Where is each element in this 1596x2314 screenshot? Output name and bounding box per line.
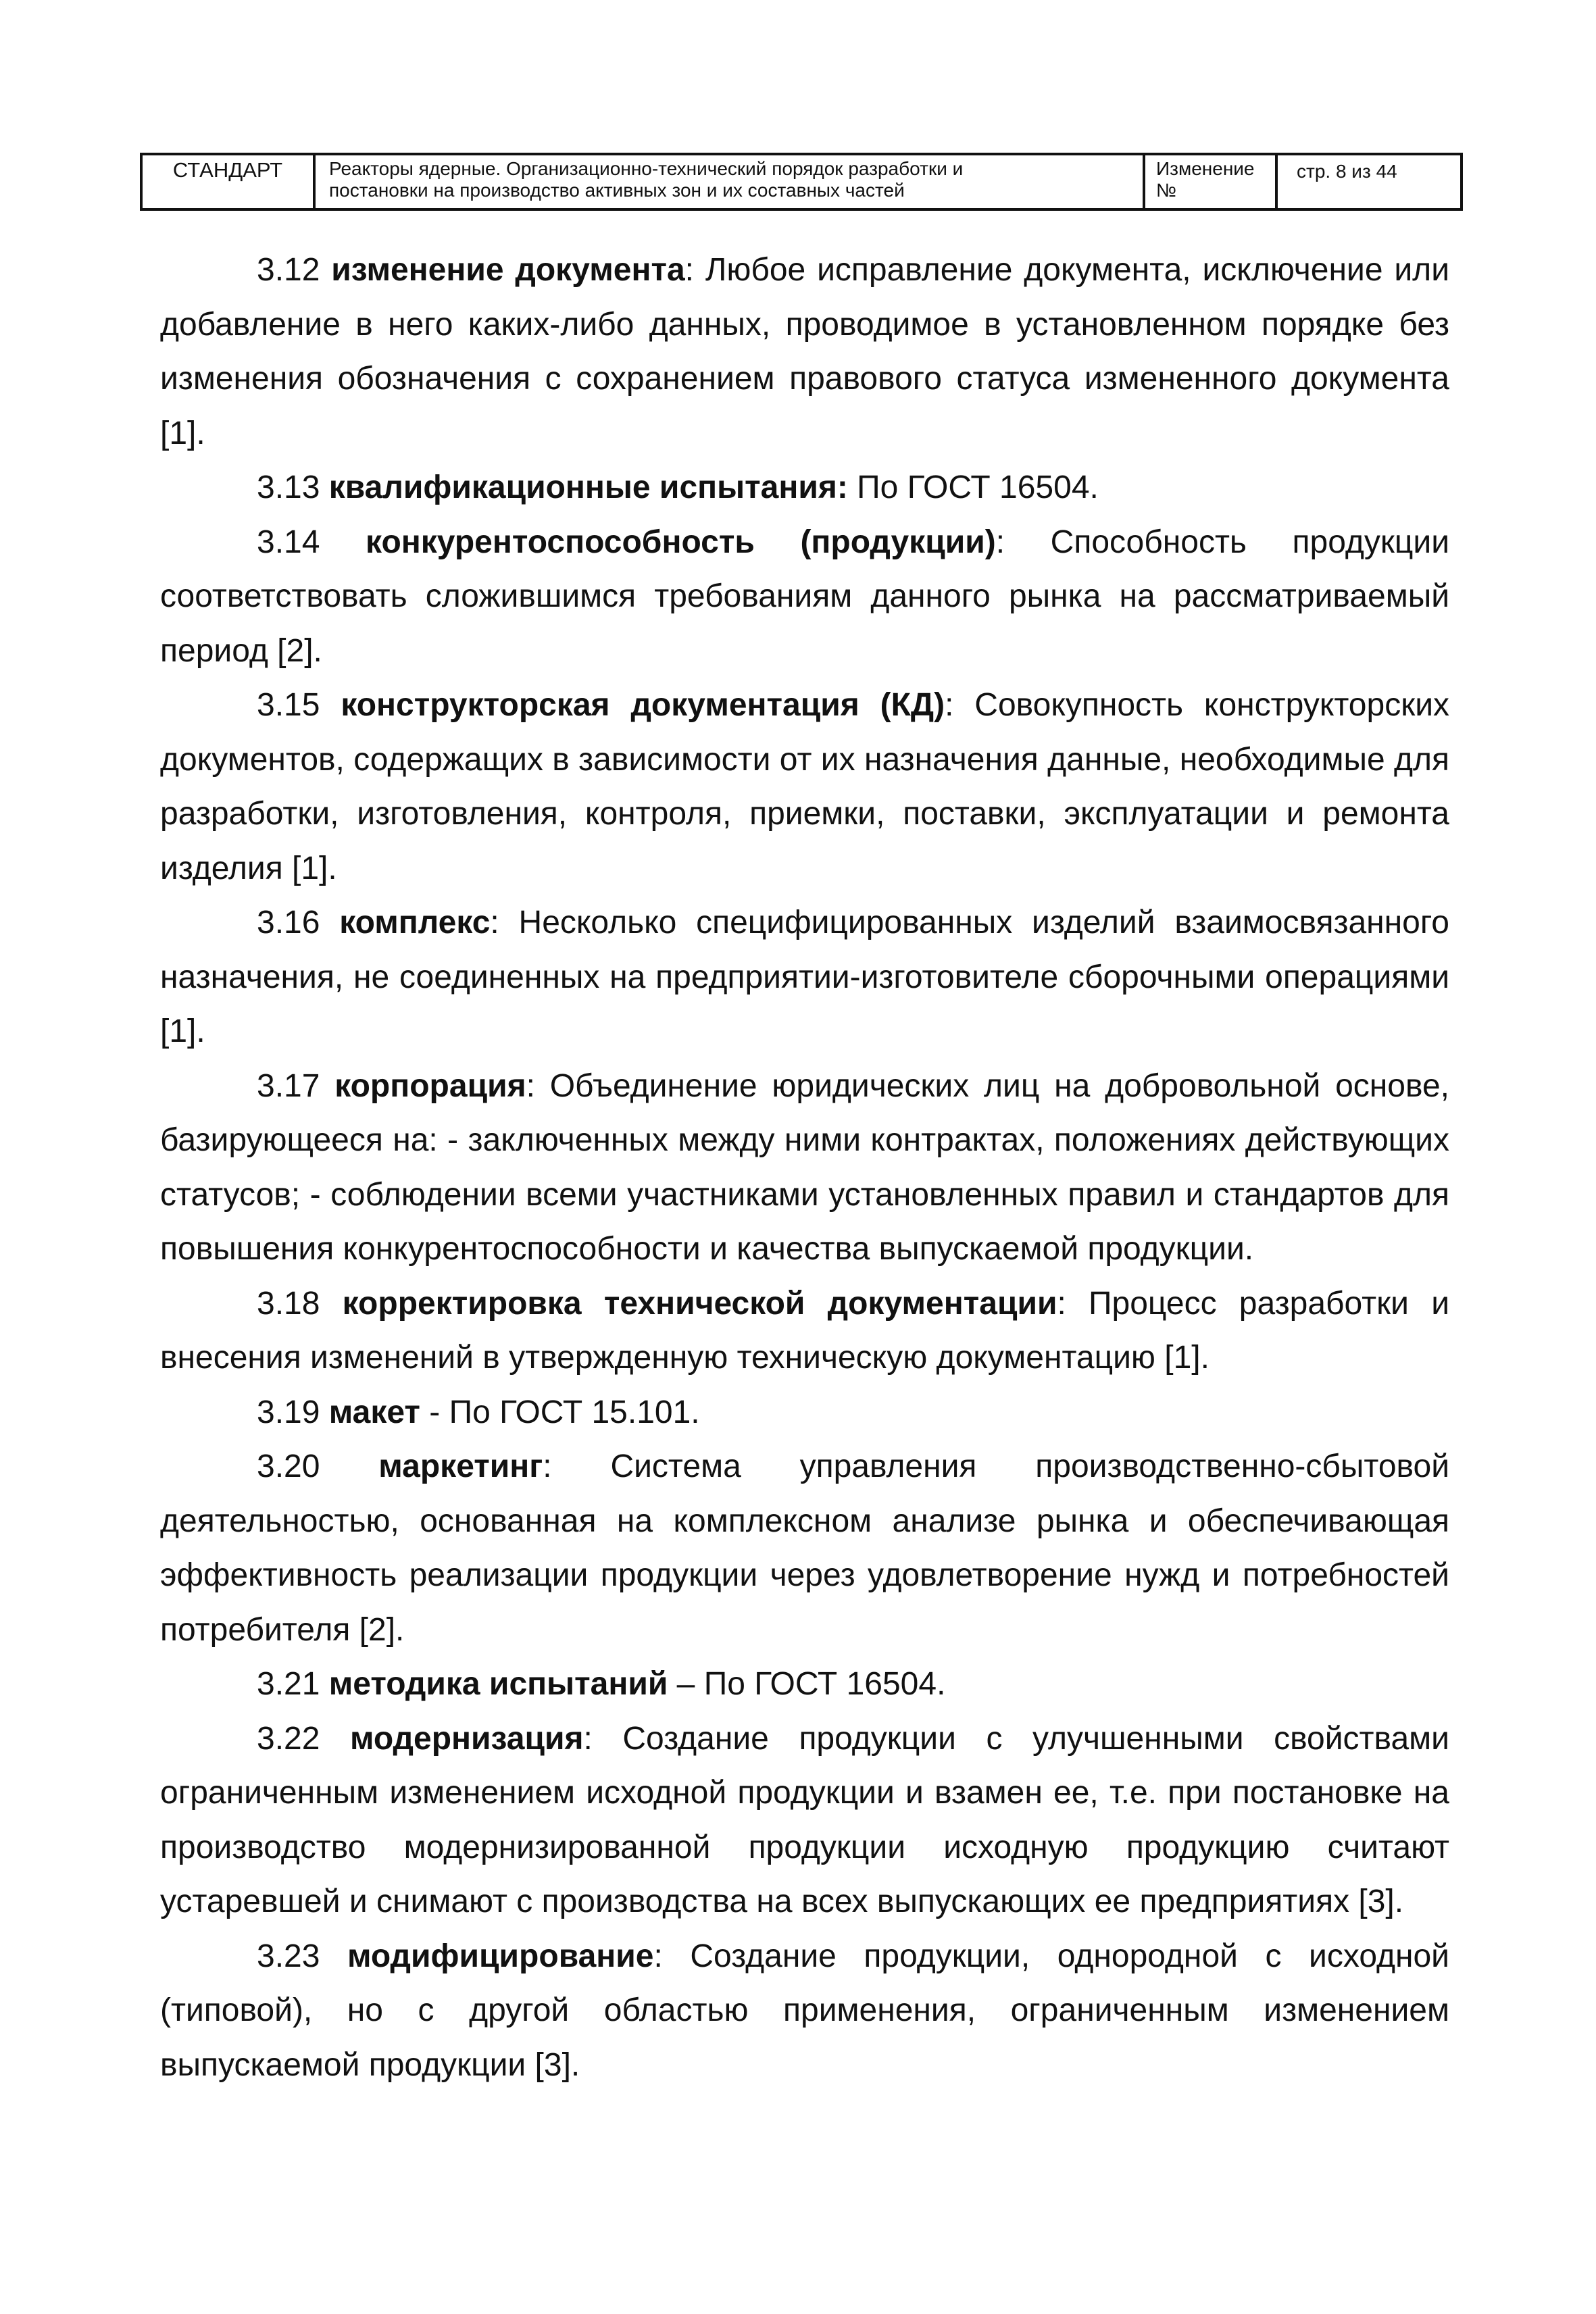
definition-entry xyxy=(160,1386,1449,1440)
entry-number: 3.13 xyxy=(257,470,320,505)
entry-term: макет xyxy=(328,1394,420,1430)
definition-entry xyxy=(160,1712,1449,1930)
document-title-line-2: постановки на производство активных зон и их составных частей xyxy=(329,180,905,201)
entry-text: : Создание продукции, однородной с исходной (типовой), но с другой областью применения, ограниченным изменением выпускаемой продукции [3]. xyxy=(160,1938,1449,2083)
entry-term: конструкторская документация (КД) xyxy=(341,687,945,723)
entry-term: конкурентоспособность (продукции) xyxy=(366,524,996,560)
definition-entry xyxy=(160,896,1449,1059)
entry-text: : Способность продукции соответствовать сложившимся требованиям данного рынка на рассматриваемый период [2]. xyxy=(160,524,1450,669)
page-header-table xyxy=(140,153,1463,211)
entry-number: 3.14 xyxy=(257,524,320,560)
change-number-cell xyxy=(1145,155,1278,208)
definition-entry xyxy=(160,678,1449,896)
definition-entry xyxy=(160,1277,1449,1386)
entry-text: : Несколько специфицированных изделий взаимосвязанного назначения, не соединенных на предприятии-изготовителе сборочными операциями [1]. xyxy=(160,905,1449,1049)
page-number-cell xyxy=(1278,155,1460,208)
entry-text: – По ГОСТ 16504. xyxy=(668,1666,946,1702)
definition-entry xyxy=(160,515,1449,679)
entry-term: корректировка технической документации xyxy=(342,1285,1057,1322)
document-title-line-1: Реакторы ядерные. Организационно-технический порядок разработки и xyxy=(329,158,964,179)
entry-number: 3.18 xyxy=(257,1285,320,1322)
definition-entry xyxy=(160,1059,1449,1277)
entry-number: 3.22 xyxy=(257,1720,320,1757)
entry-number: 3.21 xyxy=(257,1666,320,1702)
entry-text: По ГОСТ 16504. xyxy=(847,470,1099,505)
standard-label-cell xyxy=(143,155,316,208)
document-title-cell xyxy=(316,155,1145,208)
definition-entry xyxy=(160,1657,1449,1712)
page-number: стр. 8 из 44 xyxy=(1297,161,1397,182)
entry-term: корпорация xyxy=(334,1067,526,1104)
standard-label: СТАНДАРТ xyxy=(172,158,283,182)
entry-term: методика испытаний xyxy=(328,1666,668,1702)
entry-text: : Любое исправление документа, исключение или добавление в него каких-либо данных, проводимое в установленном порядке без изменения обозначения с сохранением правового статуса измененного документа [1]. xyxy=(160,252,1449,451)
definition-entry xyxy=(160,461,1449,515)
change-label: Изменение xyxy=(1156,158,1255,179)
entry-number: 3.12 xyxy=(257,252,320,288)
definition-entry xyxy=(160,1930,1449,2093)
entry-term: модифицирование xyxy=(347,1938,654,1974)
entry-term: модернизация xyxy=(349,1720,584,1757)
entry-text: : Процесс разработки и внесения изменений в утвержденную техническую документацию [1]. xyxy=(160,1285,1450,1376)
entry-term: изменение документа xyxy=(331,252,685,288)
entry-number: 3.20 xyxy=(257,1449,320,1484)
entry-text: : Объединение юридических лиц на добровольной основе, базирующееся на: - заключенных между ними контрактах, положениях действующих статусов; - соблюдении всеми участниками установленных правил и стандартов для повышения конкурентоспособности и качества выпускаемой продукции. xyxy=(160,1067,1449,1267)
entry-term: квалификационные испытания: xyxy=(328,470,848,505)
document-body xyxy=(160,243,1449,2092)
entry-number: 3.16 xyxy=(257,905,320,940)
entry-text: : Система управления производственно-сбытовой деятельностью, основанная на комплексном анализе рынка и обеспечивающая эффективность реализации продукции через удовлетворение нужд и потребностей потребителя [2]. xyxy=(160,1449,1450,1648)
definition-entry xyxy=(160,1440,1449,1657)
entry-term: маркетинг xyxy=(378,1449,543,1484)
change-number-sign: № xyxy=(1156,180,1177,201)
entry-number: 3.17 xyxy=(257,1067,320,1104)
definition-entry xyxy=(160,243,1449,461)
entry-text: : Создание продукции с улучшенными свойствами ограниченным изменением исходной продукции и взамен ее, т.е. при постановке на производство модернизированной продукции исходную продукцию считают устаревшей и снимают с производства на всех выпускающих ее предприятиях [3]. xyxy=(160,1720,1449,1919)
entry-text: - По ГОСТ 15.101. xyxy=(420,1394,700,1430)
entry-number: 3.23 xyxy=(257,1938,320,1974)
entry-number: 3.19 xyxy=(257,1394,320,1430)
entry-number: 3.15 xyxy=(257,687,320,723)
entry-text: : Совокупность конструкторских документов, содержащих в зависимости от их назначения данные, необходимые для разработки, изготовления, контроля, приемки, поставки, эксплуатации и ремонта изделия [1]. xyxy=(160,687,1450,886)
entry-term: комплекс xyxy=(339,905,491,940)
